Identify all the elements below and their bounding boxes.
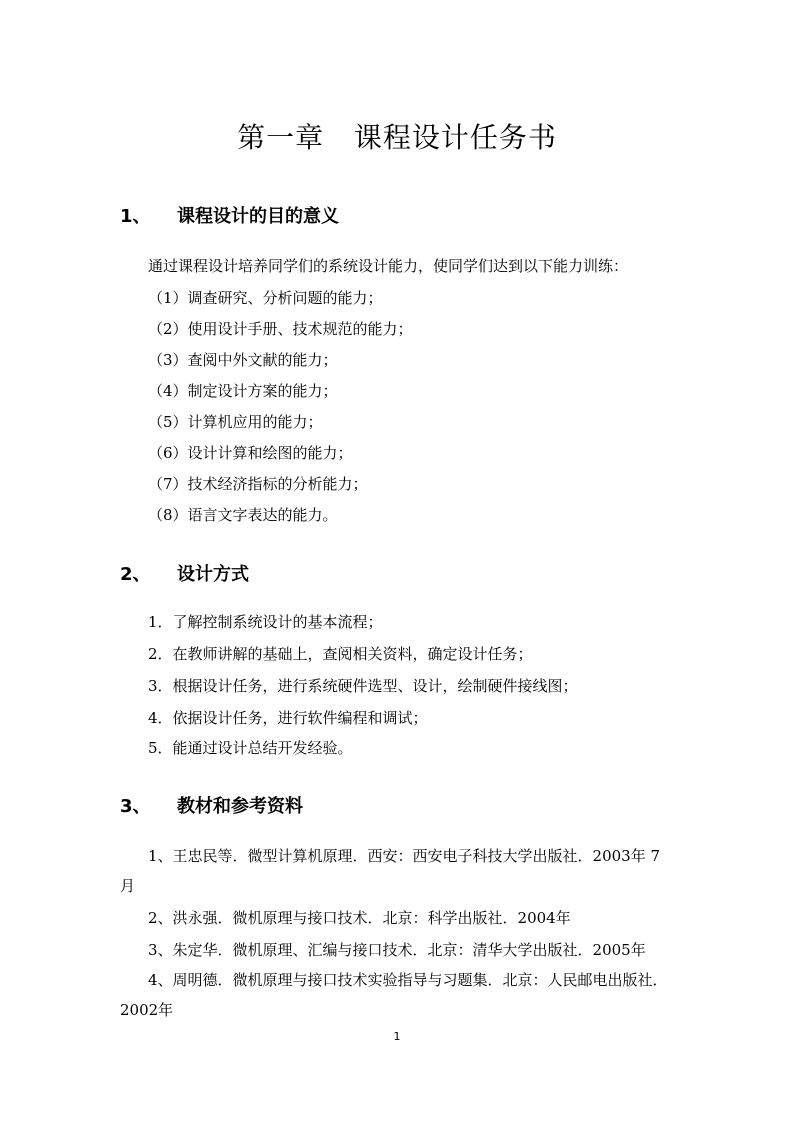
section-number: 2、 — [120, 564, 151, 585]
reference-item: 4、周明德．微机原理与接口技术实验指导与习题集．北京：人民邮电出版社． — [148, 971, 668, 989]
list-item: 5．能通过设计总结开发经验。 — [148, 739, 353, 757]
section-number: 3、 — [120, 796, 151, 817]
reference-item: 3、朱定华．微机原理、汇编与接口技术．北京：清华大学出版社．2005年 — [148, 941, 646, 959]
chapter-title: 第一章 课程设计任务书 — [237, 121, 557, 154]
section-heading-2 — [120, 560, 249, 586]
list-item: （5）计算机应用的能力； — [148, 413, 323, 431]
list-item: （8）语言文字表达的能力。 — [148, 506, 338, 524]
reference-item: 2、洪永强．微机原理与接口技术．北京：科学出版社．2004年 — [148, 909, 571, 927]
list-item: 1．了解控制系统设计的基本流程； — [148, 613, 383, 631]
section-number: 1、 — [120, 206, 151, 227]
list-item: 2．在教师讲解的基础上，查阅相关资料，确定设计任务； — [148, 645, 533, 663]
reference-item-continuation: 2002年 — [120, 1001, 174, 1019]
section-title: 教材和参考资料 — [177, 796, 303, 817]
reference-item: 1、王忠民等．微型计算机原理．西安：西安电子科技大学出版社．2003年 7 — [148, 847, 661, 865]
list-item: （1）调查研究、分析问题的能力； — [148, 289, 383, 307]
section-title: 设计方式 — [177, 564, 249, 585]
page-number: 1 — [393, 1030, 401, 1043]
list-item: （4）制定设计方案的能力； — [148, 382, 338, 400]
section-heading-3 — [120, 792, 303, 818]
reference-item-continuation: 月 — [120, 877, 136, 895]
section-heading-1 — [120, 202, 339, 228]
list-item: 4．依据设计任务，进行软件编程和调试； — [148, 709, 428, 727]
list-item: （6）设计计算和绘图的能力； — [148, 444, 353, 462]
list-item: 3．根据设计任务，进行系统硬件选型、设计，绘制硬件接线图； — [148, 677, 578, 695]
list-item: （7）技术经济指标的分析能力； — [148, 475, 368, 493]
list-item: （3）查阅中外文献的能力； — [148, 351, 338, 369]
section-1-intro: 通过课程设计培养同学们的系统设计能力，使同学们达到以下能力训练： — [148, 257, 629, 275]
section-title: 课程设计的目的意义 — [177, 206, 339, 227]
list-item: （2）使用设计手册、技术规范的能力； — [148, 320, 413, 338]
